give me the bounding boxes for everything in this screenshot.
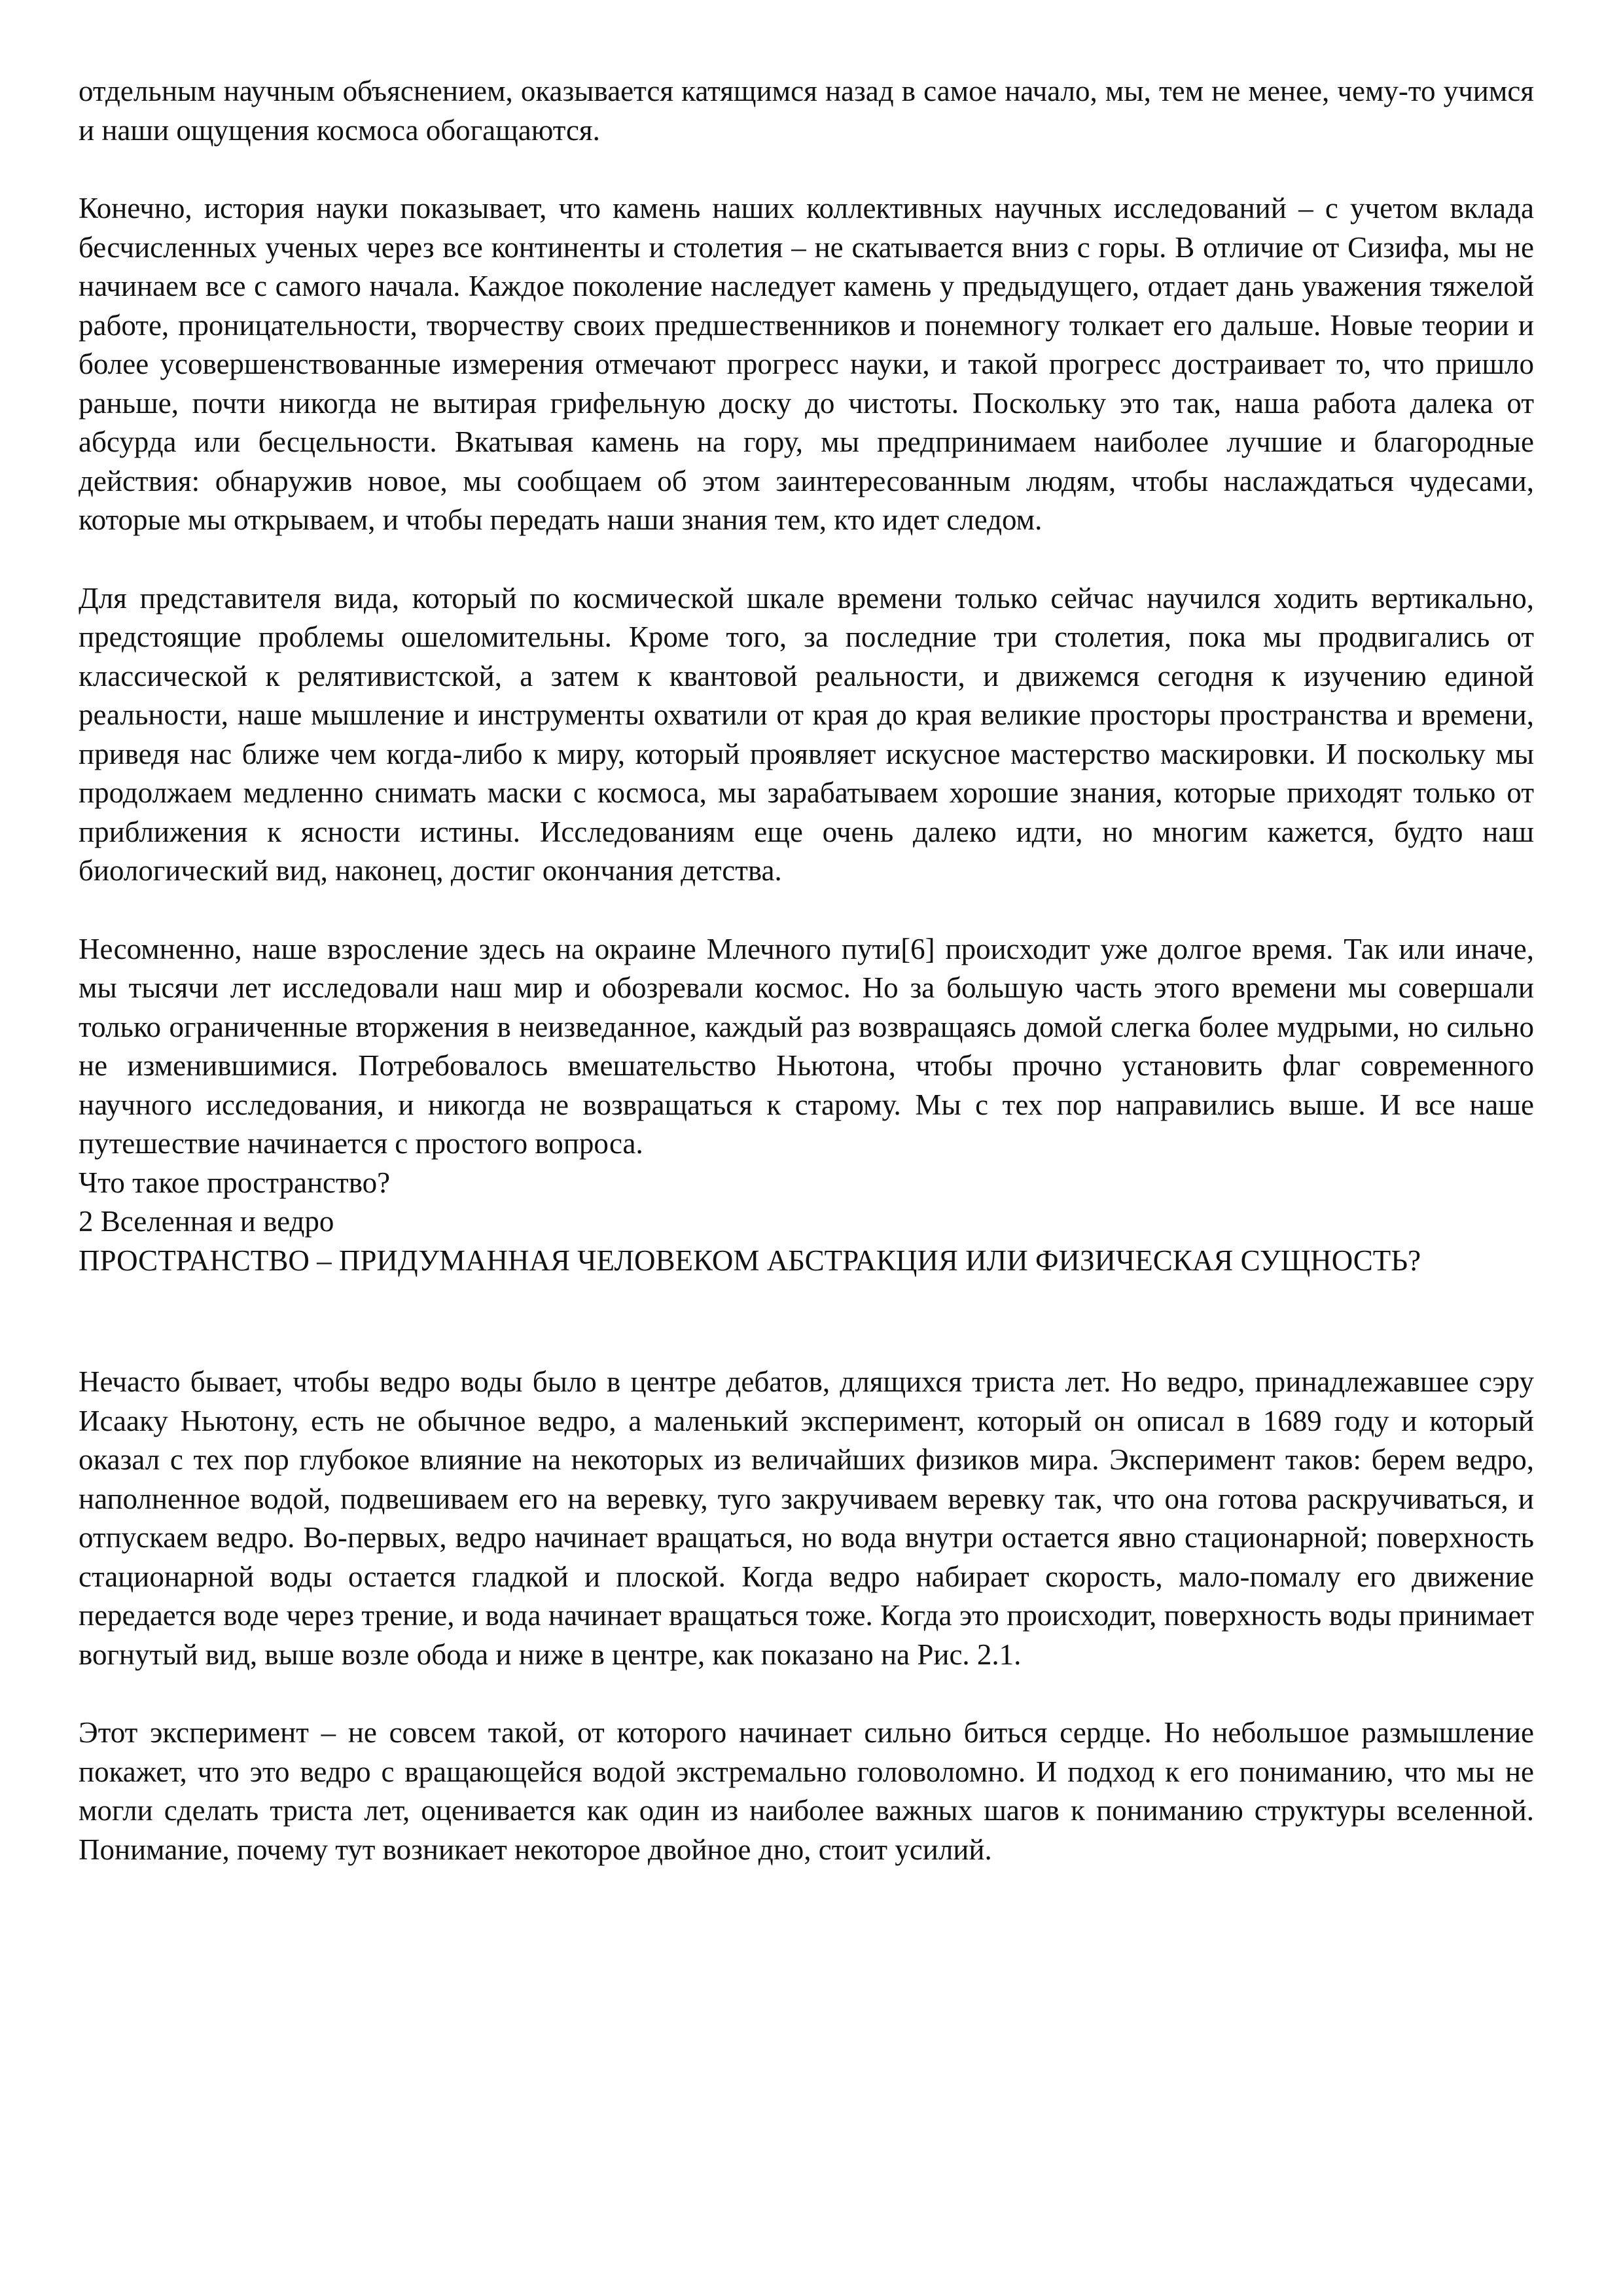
paragraph-continuation: отдельным научным объяснением, оказывается катящимся назад в самое начало, мы, тем не менее, чему-то учимся и наши ощущения космоса обогащаются. [79, 75, 1534, 147]
paragraph-newton-bucket: Нечасто бывает, чтобы ведро воды было в центре дебатов, длящихся триста лет. Но ведро, принадлежавшее сэру Исааку Ньютону, есть не обычное ведро, а маленький эксперимент, который он описал в 1689 году и который оказал с тех пор глубокое влияние на некоторых из величайших физиков мира. Эксперимент таков: берем ведро, наполненное водой, подвешиваем его на веревку, туго закручиваем веревку так, что она готова раскручиваться, и отпускаем ведро. Во-первых, ведро начинает вращаться, но вода внутри остается явно стационарной; поверхность стационарной воды остается гладкой и плоской. Когда ведро набирает скорость, мало-помалу его движение передается воде через трение, и вода начинает вращаться тоже. Когда это происходит, поверхность воды принимает вогнутый вид, выше возле обода и ниже в центре, как показано на Рис. 2.1. [79, 1365, 1534, 1671]
paragraph-experiment-significance: Этот эксперимент – не совсем такой, от которого начинает сильно биться сердце. Но небольшое размышление покажет, что это ведро с вращающейся водой экстремально головоломно. И подход к его пониманию, что мы не могли сделать триста лет, оценивается как один из наиболее важных шагов к пониманию структуры вселенной. Понимание, почему тут возникает некоторое двойное дно, стоит усилий. [79, 1716, 1534, 1866]
document-page [79, 72, 1534, 1869]
paragraph-species-challenges: Для представителя вида, который по космической шкале времени только сейчас научился ходить вертикально, предстоящие проблемы ошеломительны. Кроме того, за последние три столетия, пока мы продвигались от классической к релятивистской, а затем к квантовой реальности, и движемся сегодня к изучению единой реальности, наше мышление и инструменты охватили от края до края великие просторы пространства и времени, приведя нас ближе чем когда-либо к миру, который проявляет искусное мастерство маскировки. И поскольку мы продолжаем медленно снимать маски с космоса, мы зарабатываем хорошие знания, которые приходят только от приближения к ясности истины. Исследованиям еще очень далеко идти, но многим кажется, будто наш биологический вид, наконец, достиг окончания детства. [79, 581, 1534, 887]
chapter-title: 2 Вселенная и ведро [79, 1205, 334, 1238]
paragraph-milky-way: Несомненно, наше взросление здесь на окраине Млечного пути[6] происходит уже долгое время. Так или иначе, мы тысячи лет исследовали наш мир и обозревали космос. Но за большую часть этого времени мы совершали только ограниченные вторжения в неизведанное, каждый раз возвращаясь домой слегка более мудрыми, но сильно не изменившимися. Потребовалось вмешательство Ньютона, чтобы прочно установить флаг современного научного исследования, и никогда не возвращаться к старому. Мы с тех пор направились выше. И все наше путешествие начинается с простого вопроса. [79, 932, 1534, 1160]
paragraph-history-of-science: Конечно, история науки показывает, что камень наших коллективных научных исследований – с учетом вклада бесчисленных ученых через все континенты и столетия – не скатывается вниз с горы. В отличие от Сизифа, мы не начинаем все с самого начала. Каждое поколение наследует камень у предыдущего, отдает дань уважения тяжелой работе, проницательности, творчеству своих предшественников и понемногу толкает его дальше. Новые теории и более усовершенствованные измерения отмечают прогресс науки, и такой прогресс достраивает то, что пришло раньше, почти никогда не вытирая грифельную доску до чистоты. Поскольку это так, наша работа далека от абсурда или бесцельности. Вкатывая камень на гору, мы предпринимаем наиболее лучшие и благородные действия: обнаружив новое, мы сообщаем об этом заинтересованным людям, чтобы наслаждаться чудесами, которые мы открываем, и чтобы передать наши знания тем, кто идет следом. [79, 192, 1534, 536]
question-what-is-space: Что такое пространство? [79, 1166, 391, 1199]
section-heading: ПРОСТРАНСТВО – ПРИДУМАННАЯ ЧЕЛОВЕКОМ АБСТРАКЦИЯ ИЛИ ФИЗИЧЕСКАЯ СУЩНОСТЬ? [79, 1244, 1421, 1277]
